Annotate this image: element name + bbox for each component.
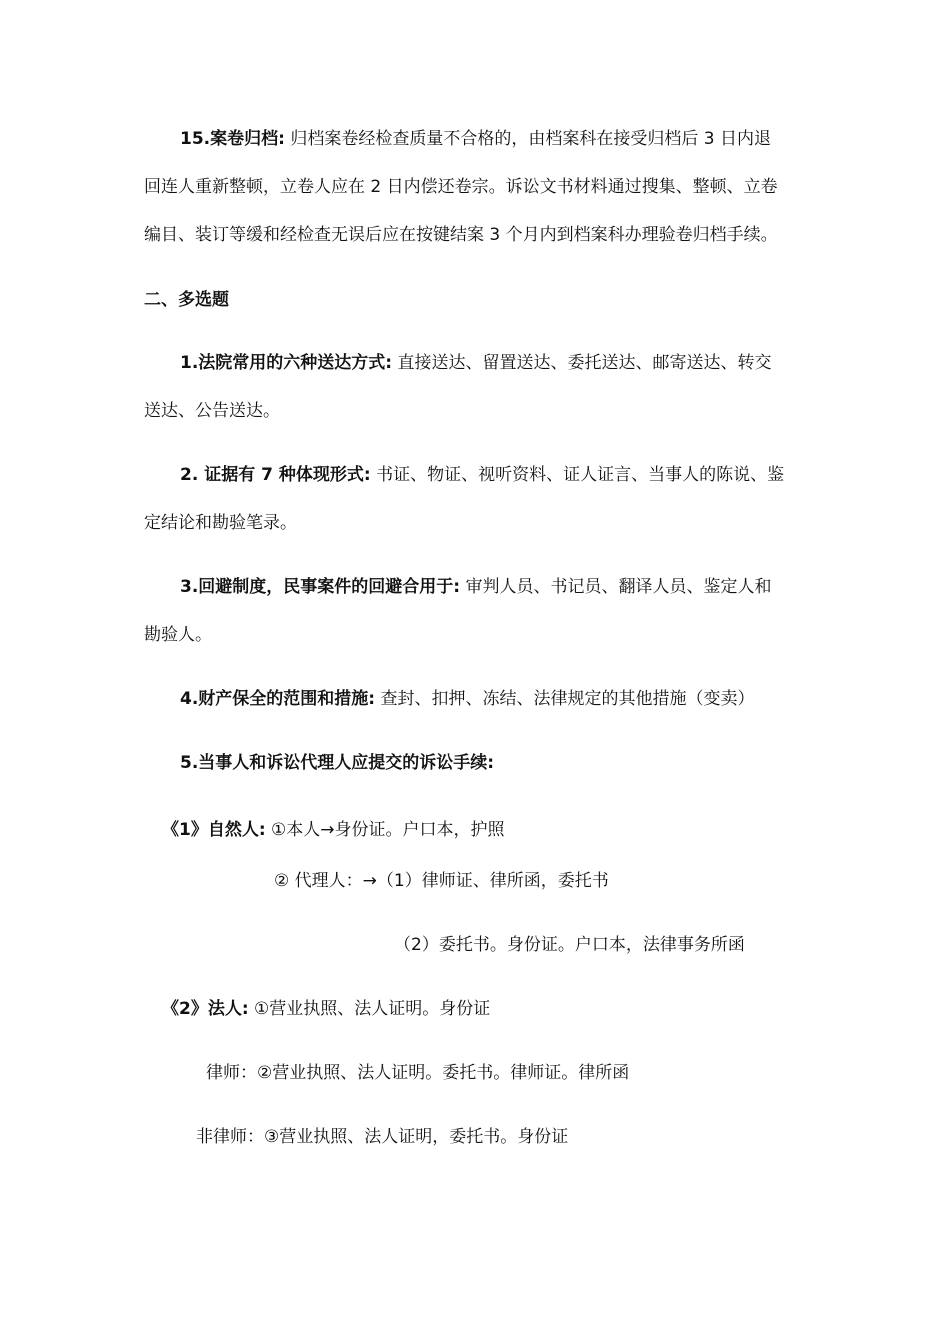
q5-natural-person-text-3: （2）委托书。身份证。户口本，法律事务所函	[394, 935, 745, 955]
q3-text-1: 审判人员、书记员、翻译人员、鉴定人和	[460, 577, 772, 597]
q3-line-1	[180, 575, 772, 599]
q5-natural-person-text-1: ①本人→身份证。户口本，护照	[265, 820, 505, 840]
q5-legal-person-heading: 《2》法人:	[162, 999, 249, 1019]
q2-text-1: 书证、物证、视听资料、证人证言、当事人的陈说、鉴	[370, 465, 785, 485]
q1-text-2: 送达、公告送达。	[144, 401, 280, 421]
q3-text-2: 勘验人。	[144, 625, 212, 645]
q4-line-1	[180, 687, 755, 711]
q5-legal-person-text-3: 非律师：③营业执照、法人证明，委托书。身份证	[196, 1127, 569, 1147]
q4-text-1: 查封、扣押、冻结、法律规定的其他措施（变卖）	[375, 689, 755, 709]
q5-natural-person-line-1	[162, 818, 505, 842]
item-15-line-1	[180, 127, 771, 151]
q4-heading: 4.财产保全的范围和措施:	[180, 689, 376, 709]
q2-heading: 2. 证据有 7 种体现形式:	[180, 465, 371, 485]
q5-legal-person-text-2: 律师：②营业执照、法人证明。委托书。律师证。律所函	[206, 1063, 630, 1083]
q5-natural-person-heading: 《1》自然人:	[162, 820, 266, 840]
item-15-text-3: 编目、装订等缓和经检查无误后应在按键结案 3 个月内到档案科办理验卷归档手续。	[144, 225, 778, 245]
q1-line-1	[180, 351, 772, 375]
q3-heading: 3.回避制度，民事案件的回避合用于:	[180, 577, 461, 597]
q2-text-2: 定结论和勘验笔录。	[144, 513, 297, 533]
q5-legal-person-line-1	[162, 997, 490, 1021]
q5-legal-person-text-1: ①营业执照、法人证明。身份证	[248, 999, 491, 1019]
q5-natural-person-text-2: ② 代理人：→（1）律师证、律所函，委托书	[274, 871, 609, 891]
q1-text-1: 直接送达、留置送达、委托送达、邮寄送达、转交	[392, 353, 772, 373]
q1-heading: 1.法院常用的六种送达方式:	[180, 353, 393, 373]
item-15-text-1: 归档案卷经检查质量不合格的，由档案科在接受归档后 3 日内退	[284, 129, 771, 149]
section-heading-multiple-choice: 二、多选题	[144, 290, 229, 310]
item-15-heading: 15.案卷归档:	[180, 129, 285, 149]
q5-heading: 5.当事人和诉讼代理人应提交的诉讼手续:	[180, 753, 495, 773]
q2-line-1	[180, 463, 784, 487]
item-15-text-2: 回连人重新整顿，立卷人应在 2 日内偿还卷宗。诉讼文书材料通过搜集、整顿、立卷	[144, 177, 778, 197]
